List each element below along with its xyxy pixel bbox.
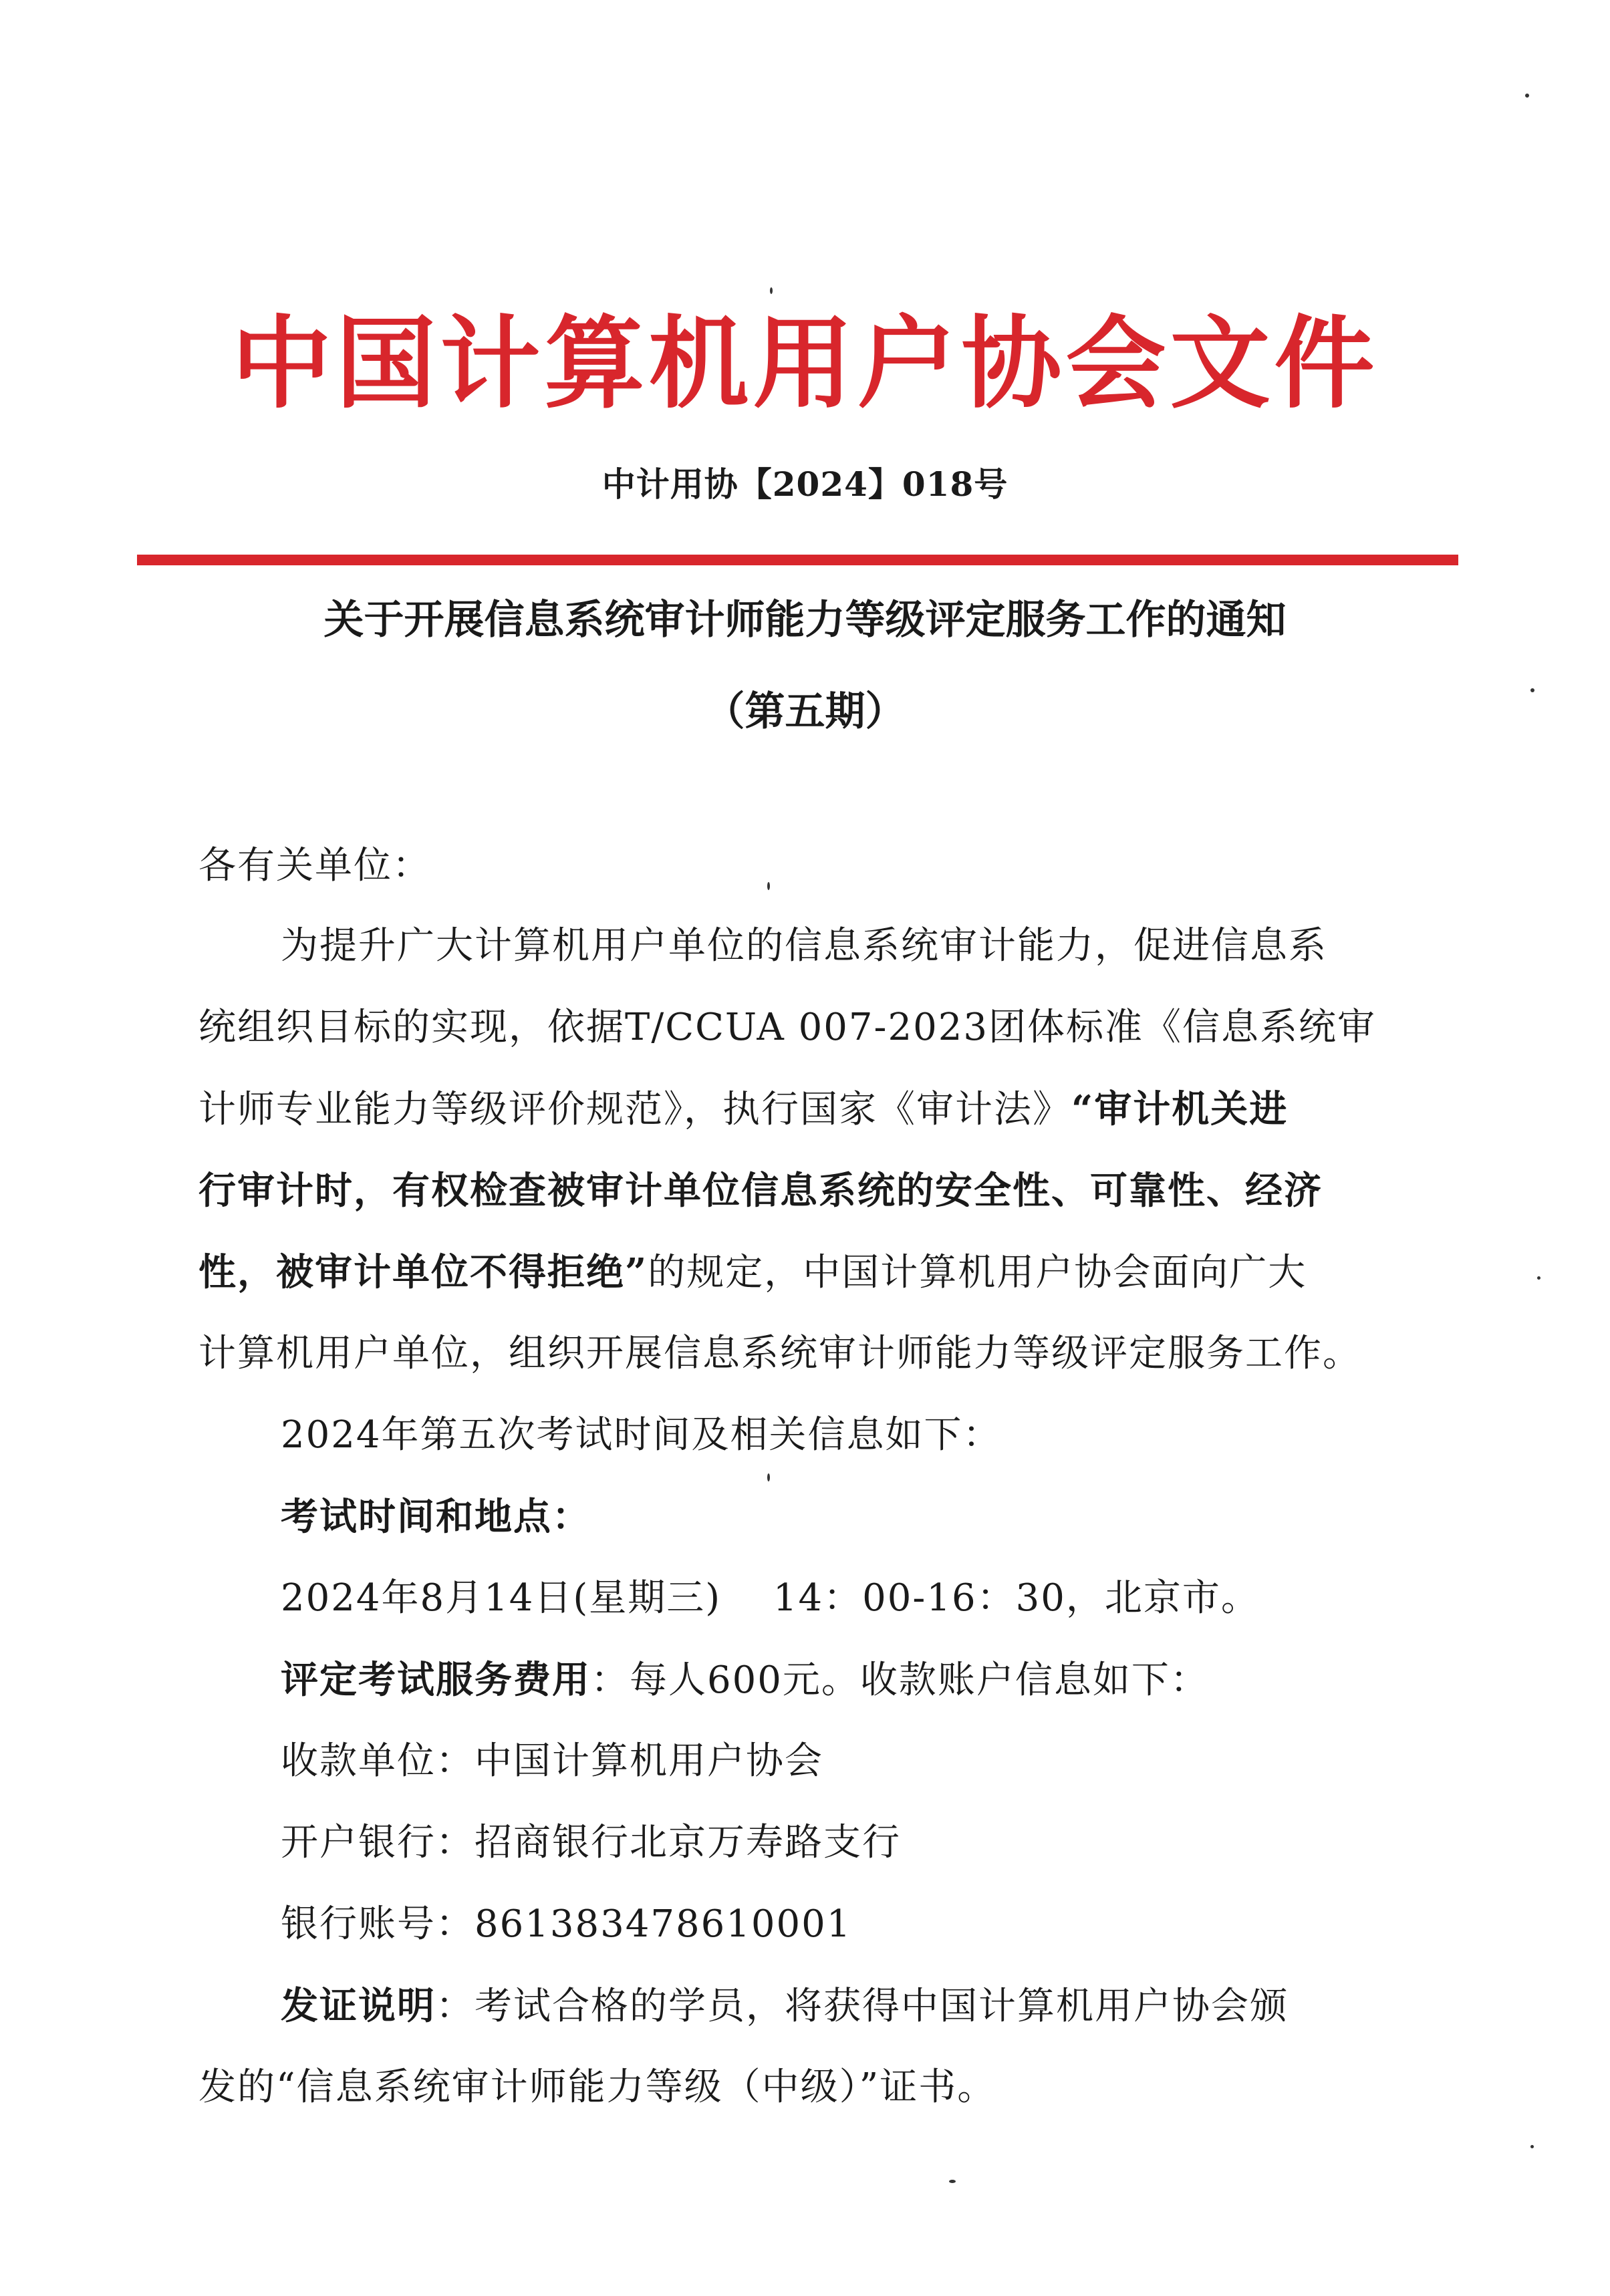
account-line: 银行账号：861383478610001: [281, 1902, 852, 1946]
scan-speck: [1537, 1276, 1540, 1280]
fee-text: ：每人600元。收款账户信息如下：: [591, 1659, 1209, 1702]
salutation: 各有关单位：: [198, 844, 431, 887]
paragraph-line-6: 计算机用户单位，组织开展信息系统审计师能力等级评定服务工作。: [198, 1332, 1361, 1375]
exam-time: 2024年8月14日(星期三) 14：00-16：30，北京市。: [281, 1576, 1260, 1620]
scan-speck: [949, 2180, 956, 2183]
exam-intro: 2024年第五次考试时间及相关信息如下：: [281, 1413, 1002, 1457]
scan-speck: [767, 1473, 770, 1481]
scan-speck: [1530, 688, 1534, 692]
fee-line: [281, 1658, 1209, 1702]
red-divider-line: [137, 555, 1458, 565]
payee-line: 收款单位：中国计算机用户协会: [281, 1739, 823, 1783]
paragraph-line-4: 行审计时，有权检查被审计单位信息系统的安全性、可靠性、经济: [198, 1169, 1323, 1213]
paragraph-line-2: 统组织目标的实现，依据T/CCUA 007-2023团体标准《信息系统审: [198, 1006, 1376, 1049]
paragraph-line-1: 为提升广大计算机用户单位的信息系统审计能力，促进信息系: [281, 924, 1327, 968]
cert-line-2: 发的“信息系统审计师能力等级（中级）”证书。: [198, 2065, 996, 2109]
cert-line: [281, 1984, 1289, 2028]
scan-speck: [767, 882, 770, 890]
paragraph-line-5-bold: 性，被审计单位不得拒绝”: [198, 1250, 648, 1294]
paragraph-line-5-normal: 的规定，中国计算机用户协会面向广大: [648, 1251, 1307, 1294]
cert-text: ：考试合格的学员，将获得中国计算机用户协会颁: [436, 1985, 1289, 2028]
scan-speck: [1530, 2145, 1534, 2148]
paragraph-line-3-normal: 计师专业能力等级评价规范》，执行国家《审计法》: [198, 1088, 1071, 1131]
fee-label: 评定考试服务费用: [281, 1658, 591, 1702]
document-number: 中计用协【2024】018号: [601, 464, 1009, 504]
scan-speck: [1525, 94, 1529, 98]
paragraph-line-5: [198, 1250, 1307, 1294]
masthead-title: 中国计算机用户协会文件: [231, 306, 1379, 422]
notice-title: 关于开展信息系统审计师能力等级评定服务工作的通知: [323, 597, 1287, 643]
cert-label: 发证说明: [281, 1984, 436, 2028]
paragraph-line-3-bold: “审计机关进: [1071, 1087, 1289, 1131]
notice-subtitle: （第五期）: [704, 688, 906, 735]
scan-speck: [770, 287, 773, 294]
paragraph-line-3: [198, 1087, 1289, 1131]
bank-line: 开户银行：招商银行北京万寿路支行: [281, 1821, 901, 1864]
exam-heading: 考试时间和地点：: [281, 1495, 591, 1539]
